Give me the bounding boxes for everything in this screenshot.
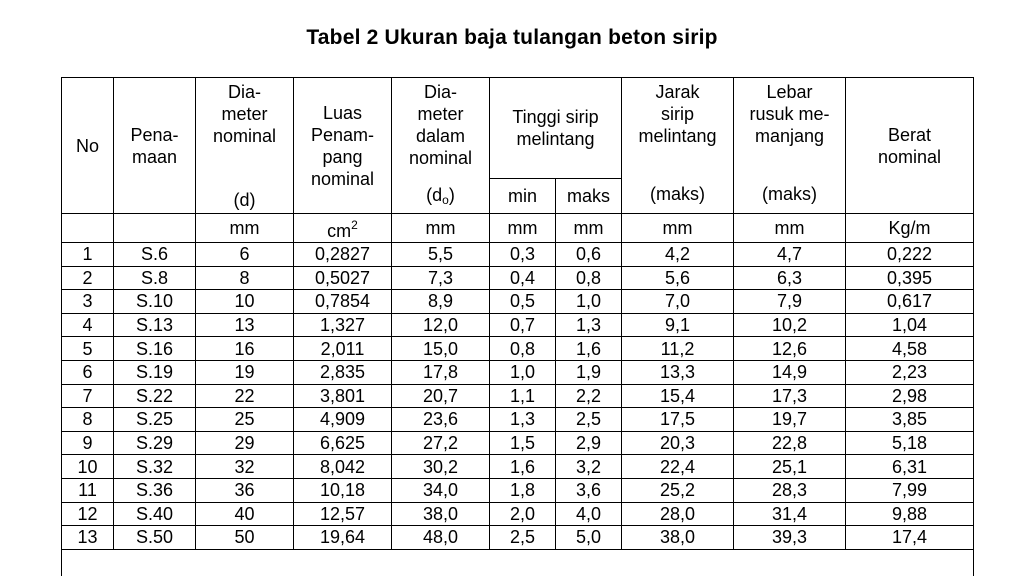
table-cell: S.10 [114, 290, 196, 314]
empty-cell [62, 549, 974, 576]
table-title: Tabel 2 Ukuran baja tulangan beton sirip [306, 26, 718, 49]
table-cell: 1,1 [490, 384, 556, 408]
table-cell: 50 [196, 526, 294, 550]
table-row [62, 431, 974, 455]
table-row [62, 313, 974, 337]
table-row [62, 290, 974, 314]
table-cell: 20,7 [392, 384, 490, 408]
table-cell: 17,5 [622, 408, 734, 432]
table-cell: 16 [196, 337, 294, 361]
table-cell: 22,4 [622, 455, 734, 479]
table-cell: 2,011 [294, 337, 392, 361]
table-row [62, 337, 974, 361]
table-cell: 8,9 [392, 290, 490, 314]
header-lebar-rusuk: Lebar rusuk me- manjang (maks) [734, 78, 846, 214]
table-row [62, 502, 974, 526]
table-cell: 4,7 [734, 243, 846, 267]
table-cell: 6 [62, 360, 114, 384]
table-cell: 2,835 [294, 360, 392, 384]
table-cell: 30,2 [392, 455, 490, 479]
table-cell: 0,617 [846, 290, 974, 314]
table-cell: 10 [62, 455, 114, 479]
unit-cell: mm [392, 214, 490, 243]
table-cell: 7,3 [392, 266, 490, 290]
table-cell: 8 [62, 408, 114, 432]
table-cell: 2,0 [490, 502, 556, 526]
header-penamaan: Pena- maan [114, 78, 196, 214]
table-cell: 12,57 [294, 502, 392, 526]
header-maks: maks [556, 179, 622, 214]
table-cell: 5,0 [556, 526, 622, 550]
unit-cell: mm [490, 214, 556, 243]
unit-cell: $cm^2$ [294, 214, 392, 243]
table-cell: 1,6 [556, 337, 622, 361]
header-jarak-sirip: Jarak sirip melintang (maks) [622, 78, 734, 214]
table-cell: 8,042 [294, 455, 392, 479]
table-cell: 28,3 [734, 478, 846, 502]
table-cell: 17,4 [846, 526, 974, 550]
table-row [62, 360, 974, 384]
table-cell: 1 [62, 243, 114, 267]
header-berat-nominal: Berat nominal [846, 78, 974, 214]
table-cell: 0,7 [490, 313, 556, 337]
table-cell: 20,3 [622, 431, 734, 455]
table-cell: 6,31 [846, 455, 974, 479]
table-cell: 12 [62, 502, 114, 526]
table-cell: 4,2 [622, 243, 734, 267]
table-cell: 9,1 [622, 313, 734, 337]
table-cell: 3,2 [556, 455, 622, 479]
table-cell: 1,0 [556, 290, 622, 314]
table-cell: 17,8 [392, 360, 490, 384]
table-cell: 1,8 [490, 478, 556, 502]
header-luas-penampang: Luas Penam- pang nominal [294, 78, 392, 214]
table-cell: 23,6 [392, 408, 490, 432]
unit-cell [114, 214, 196, 243]
header-tinggi-sirip: Tinggi sirip melintang [490, 78, 622, 179]
header-diameter-dalam: Dia- meter dalam nominal $(d_o)$ [392, 78, 490, 214]
table-cell: 22 [196, 384, 294, 408]
table-cell: 17,3 [734, 384, 846, 408]
units-row [62, 214, 974, 243]
table-cell: 13 [196, 313, 294, 337]
table-cell: 7,99 [846, 478, 974, 502]
table-cell: S.29 [114, 431, 196, 455]
table-cell: 32 [196, 455, 294, 479]
table-cell: 19,64 [294, 526, 392, 550]
table-cell: 31,4 [734, 502, 846, 526]
table-cell: 13 [62, 526, 114, 550]
table-cell: S.36 [114, 478, 196, 502]
table-cell: S.8 [114, 266, 196, 290]
table-cell: 0,222 [846, 243, 974, 267]
table-cell: 39,3 [734, 526, 846, 550]
table-cell: 0,395 [846, 266, 974, 290]
table-cell: S.50 [114, 526, 196, 550]
table-cell: 11,2 [622, 337, 734, 361]
table-cell: 22,8 [734, 431, 846, 455]
table-cell: 5,6 [622, 266, 734, 290]
table-cell: 0,5 [490, 290, 556, 314]
table-cell: 9,88 [846, 502, 974, 526]
table-cell: 7,9 [734, 290, 846, 314]
table-cell: 48,0 [392, 526, 490, 550]
table-cell: 2,9 [556, 431, 622, 455]
table-cell: S.6 [114, 243, 196, 267]
table-cell: 2 [62, 266, 114, 290]
table-cell: 10 [196, 290, 294, 314]
table-cell: 2,5 [556, 408, 622, 432]
table-cell: 1,0 [490, 360, 556, 384]
table-cell: 0,7854 [294, 290, 392, 314]
table-cell: 3,801 [294, 384, 392, 408]
table-cell: 3,6 [556, 478, 622, 502]
unit-cell: mm [196, 214, 294, 243]
table-cell: 12,0 [392, 313, 490, 337]
unit-cell: mm [622, 214, 734, 243]
table-cell: 4,0 [556, 502, 622, 526]
rebar-size-table [61, 77, 974, 576]
table-cell: 4,58 [846, 337, 974, 361]
table-cell: 5,5 [392, 243, 490, 267]
table-row [62, 384, 974, 408]
table-cell: 13,3 [622, 360, 734, 384]
table-cell: 9 [62, 431, 114, 455]
table-cell: 3 [62, 290, 114, 314]
table-cell: 5,18 [846, 431, 974, 455]
table-cell: 19,7 [734, 408, 846, 432]
table-cell: 2,23 [846, 360, 974, 384]
table-row [62, 455, 974, 479]
table-cell: 7,0 [622, 290, 734, 314]
table-row [62, 526, 974, 550]
table-cell: 15,4 [622, 384, 734, 408]
empty-row [62, 549, 974, 576]
table-cell: 2,2 [556, 384, 622, 408]
table-cell: S.16 [114, 337, 196, 361]
table-cell: 7 [62, 384, 114, 408]
table-cell: 1,04 [846, 313, 974, 337]
table-row [62, 243, 974, 267]
table-cell: 6,3 [734, 266, 846, 290]
header-diameter-nominal: Dia- meter nominal (d) [196, 78, 294, 214]
table-cell: S.22 [114, 384, 196, 408]
table-cell: 36 [196, 478, 294, 502]
unit-cell: mm [556, 214, 622, 243]
table-cell: 4 [62, 313, 114, 337]
table-cell: 38,0 [392, 502, 490, 526]
table-row [62, 408, 974, 432]
table-cell: 0,6 [556, 243, 622, 267]
table-cell: 29 [196, 431, 294, 455]
table-cell: 10,2 [734, 313, 846, 337]
table-cell: S.19 [114, 360, 196, 384]
table-cell: 2,98 [846, 384, 974, 408]
table-cell: 0,8 [490, 337, 556, 361]
table-cell: 3,85 [846, 408, 974, 432]
table-row [62, 478, 974, 502]
table-row [62, 266, 974, 290]
table-cell: 25,2 [622, 478, 734, 502]
header-no: No [62, 78, 114, 214]
table-cell: S.25 [114, 408, 196, 432]
table-cell: 12,6 [734, 337, 846, 361]
table-cell: 1,9 [556, 360, 622, 384]
table-body [62, 243, 974, 550]
table-cell: S.13 [114, 313, 196, 337]
table-cell: S.32 [114, 455, 196, 479]
table-cell: 27,2 [392, 431, 490, 455]
table-cell: 0,3 [490, 243, 556, 267]
table-cell: 8 [196, 266, 294, 290]
table-cell: 38,0 [622, 526, 734, 550]
table-cell: 0,4 [490, 266, 556, 290]
table-cell: S.40 [114, 502, 196, 526]
table-cell: 0,8 [556, 266, 622, 290]
table-cell: 1,327 [294, 313, 392, 337]
unit-cell: Kg/m [846, 214, 974, 243]
table-cell: 5 [62, 337, 114, 361]
table-cell: 15,0 [392, 337, 490, 361]
table-cell: 0,5027 [294, 266, 392, 290]
table-cell: 2,5 [490, 526, 556, 550]
table-cell: 10,18 [294, 478, 392, 502]
unit-cell: mm [734, 214, 846, 243]
table-cell: 34,0 [392, 478, 490, 502]
table-cell: 25,1 [734, 455, 846, 479]
table-cell: 40 [196, 502, 294, 526]
table-cell: 4,909 [294, 408, 392, 432]
table-cell: 1,6 [490, 455, 556, 479]
table-cell: 1,5 [490, 431, 556, 455]
table-cell: 28,0 [622, 502, 734, 526]
table-cell: 6 [196, 243, 294, 267]
table-cell: 14,9 [734, 360, 846, 384]
table-cell: 19 [196, 360, 294, 384]
table-cell: 6,625 [294, 431, 392, 455]
table-cell: 11 [62, 478, 114, 502]
table-cell: 1,3 [556, 313, 622, 337]
table-cell: 25 [196, 408, 294, 432]
unit-cell [62, 214, 114, 243]
table-cell: 1,3 [490, 408, 556, 432]
header-min: min [490, 179, 556, 214]
table-cell: 0,2827 [294, 243, 392, 267]
